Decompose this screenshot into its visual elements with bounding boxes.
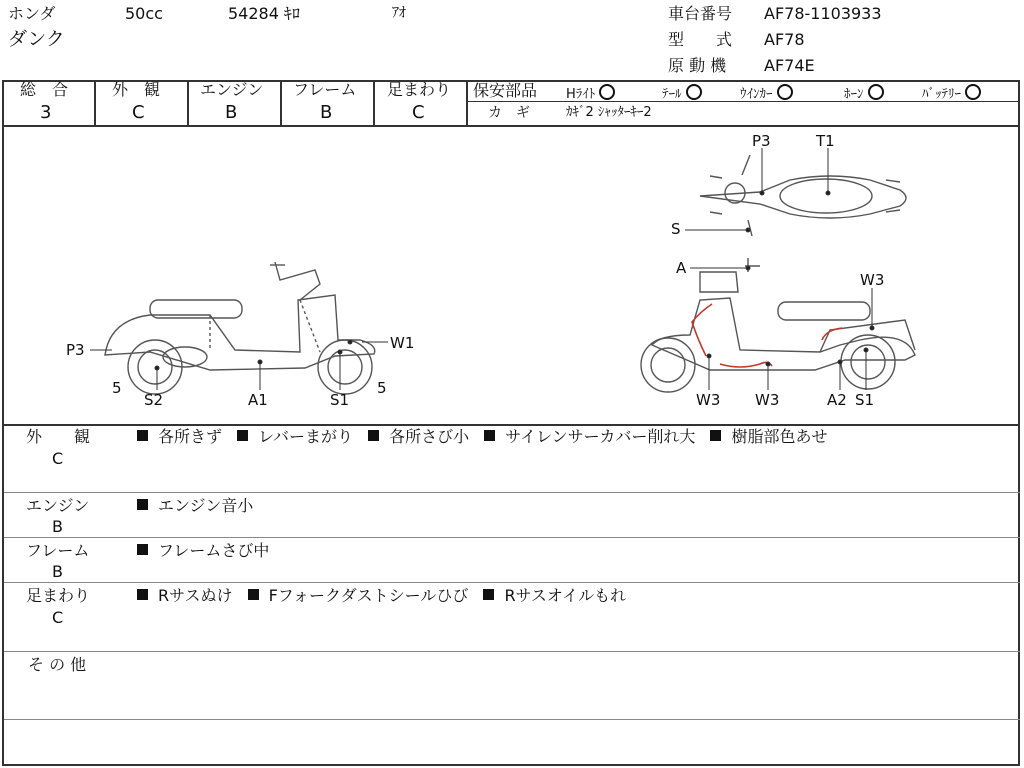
remark-frame-list [137,543,269,559]
remark-item: エンジン音小 [158,496,254,515]
frame-no-label: 車台番号 [668,4,733,23]
left-side-view [105,262,375,394]
remark-other-label: そ の 他 [28,655,87,674]
diagram-label-s: S [671,220,681,238]
divider [466,80,468,126]
remark-frame-grade: B [52,562,63,581]
grade-overall: 3 [40,102,52,123]
diagram-label-w3: W3 [755,391,780,409]
remark-frame-label: フレーム [26,541,90,560]
diagram-label-t1: T1 [816,132,835,150]
divider [4,719,1020,720]
bullet-icon [137,430,148,441]
grade-exterior-label: 外 観 [112,80,161,99]
ok-circle-icon [777,84,793,100]
bullet-icon [137,499,148,510]
safety-horn [844,84,884,101]
top-view [700,155,906,236]
grade-frame-label: フレーム [293,80,357,99]
remark-item: 樹脂部色あせ [731,427,828,446]
remark-engine-label: エンジン [26,496,90,515]
remark-engine-list [137,498,253,514]
safety-battery [922,84,981,101]
divider [4,651,1020,652]
mileage: 54284 ｷﾛ [228,4,300,23]
bullet-icon [710,430,721,441]
remark-exterior-list [137,429,827,445]
color: ｱｵ [392,5,406,21]
remark-item: サイレンサーカバー削れ大 [505,427,696,446]
divider [4,537,1020,538]
damage-marks [692,304,842,367]
diagram-label-a2: A2 [827,391,847,409]
divider [2,424,1020,426]
remark-item: Fフォークダストシールひび [268,586,469,605]
bullet-icon [484,430,495,441]
diagram-label-5: 5 [377,379,387,397]
type-value: AF78 [764,30,805,49]
remark-engine-grade: B [52,517,63,536]
ok-circle-icon [599,84,615,100]
diagram-label-w3: W3 [860,271,885,289]
diagram-label-s1: S1 [330,391,350,409]
remark-item: Rサスオイルもれ [504,586,627,605]
safety-winker [740,84,793,101]
leader-lines [90,148,874,390]
diagram-label-p3: P3 [66,341,85,359]
safety-tail [662,84,702,101]
divider [187,80,189,126]
remark-item: Rサスぬけ [158,586,233,605]
diagram-label-s1-right: S1 [855,391,875,409]
remark-item: 各所きず [158,427,223,446]
diagram-label-p3-top: P3 [752,132,771,150]
grade-suspension: C [412,102,425,123]
divider [280,80,282,126]
grade-engine: B [225,102,238,123]
divider [94,80,96,126]
diagram-label-w1: W1 [390,334,415,352]
diagram-label-w3: W3 [696,391,721,409]
engine-model: AF74E [764,56,815,75]
divider [4,582,1020,583]
bullet-icon [368,430,379,441]
ok-circle-icon [965,84,981,100]
remark-item: 各所さび小 [389,427,470,446]
grade-frame: B [320,102,333,123]
frame-no: AF78-1103933 [764,4,882,23]
safety-battery-label: ﾊﾞｯﾃﾘｰ [922,87,961,102]
key-label: カ ギ [488,105,530,121]
diagram-label-a1: A1 [248,391,268,409]
grade-suspension-label: 足まわり [387,80,452,99]
grade-overall-label: 総 合 [20,80,69,99]
safety-headlight-label: Hﾗｲﾄ [566,87,596,102]
safety-horn-label: ﾎｰﾝ [844,87,864,102]
type-label: 型 式 [668,30,733,49]
bullet-icon [483,589,494,600]
divider [373,80,375,126]
safety-label: 保安部品 [473,81,538,100]
remark-item: フレームさび中 [158,541,270,560]
remark-item: レバーまがり [258,427,353,446]
remark-exterior-grade: C [52,449,64,468]
bullet-icon [137,589,148,600]
divider [4,492,1020,493]
remark-suspension-list [137,588,626,604]
diagram-label-s2: S2 [144,391,164,409]
scooter-diagrams [0,126,1024,424]
key-info: ｶｷﾞ2 ｼｬｯﾀｰｷｰ2 [566,105,652,120]
maker: ホンダ [8,4,56,23]
safety-headlight [566,84,615,101]
remark-suspension-label: 足まわり [26,586,91,605]
ok-circle-icon [868,84,884,100]
bullet-icon [237,430,248,441]
bullet-icon [248,589,259,600]
ok-circle-icon [686,84,702,100]
safety-winker-label: ｳｲﾝｶｰ [740,87,773,102]
displacement: 50cc [125,4,163,23]
safety-tail-label: ﾃｰﾙ [662,87,682,102]
remark-exterior-label: 外 観 [26,427,91,446]
grade-exterior: C [132,102,145,123]
grade-engine-label: エンジン [200,80,264,99]
diagram-label-5: 5 [112,379,122,397]
diagram-label-a: A [676,259,687,277]
model-name: ダンク [8,28,65,50]
bullet-icon [137,544,148,555]
remark-suspension-grade: C [52,608,64,627]
engine-model-label: 原 動 機 [668,56,727,75]
